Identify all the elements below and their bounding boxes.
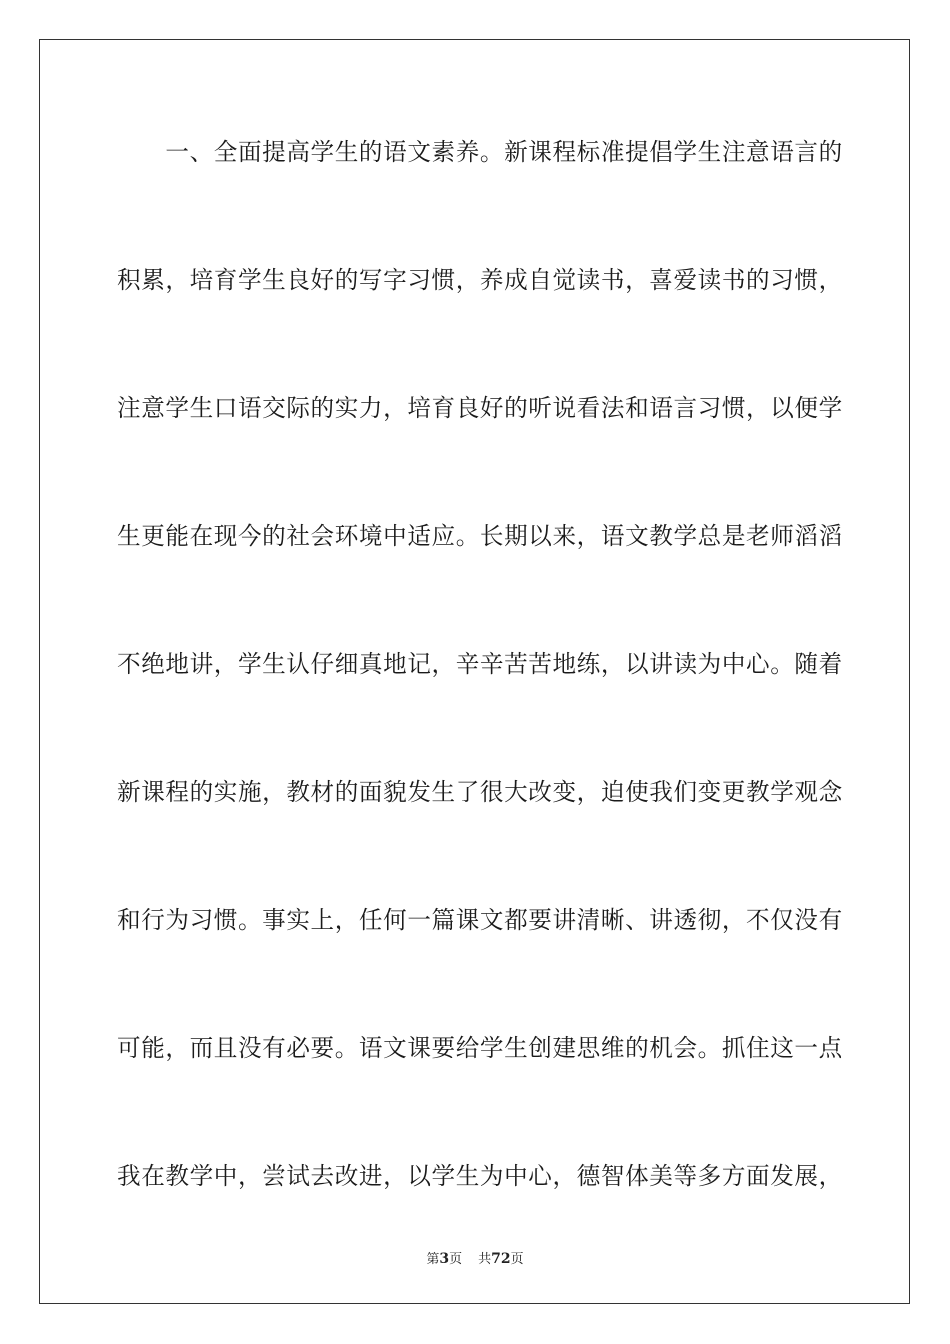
total-pages-indicator — [478, 1252, 524, 1267]
total-suffix: 页 — [510, 1252, 524, 1267]
page-prefix: 第 — [426, 1252, 440, 1267]
paragraph-line: 新课程的实施，教材的面貌发生了很大改变，迫使我们变更教学观念 — [117, 778, 843, 806]
paragraph-line: 我在教学中，尝试去改进，以学生为中心，德智体美等多方面发展， — [117, 1162, 843, 1190]
total-prefix: 共 — [478, 1252, 492, 1267]
page-footer — [0, 1248, 950, 1267]
paragraph-line: 注意学生口语交际的实力，培育良好的听说看法和语言习惯，以便学 — [117, 394, 843, 422]
page-indicator — [426, 1252, 462, 1267]
document-body — [117, 130, 843, 1282]
paragraph-line: 可能，而且没有必要。语文课要给学生创建思维的机会。抓住这一点 — [117, 1034, 843, 1062]
page-suffix: 页 — [449, 1252, 463, 1267]
paragraph-line: 积累，培育学生良好的写字习惯，养成自觉读书，喜爱读书的习惯， — [117, 266, 843, 294]
paragraph-line: 一、全面提高学生的语文素养。新课程标准提倡学生注意语言的 — [117, 138, 843, 166]
paragraph-line: 生更能在现今的社会环境中适应。长期以来，语文教学总是老师滔滔 — [117, 522, 843, 550]
page-number: 3 — [439, 1251, 450, 1267]
paragraph-line: 和行为习惯。事实上，任何一篇课文都要讲清晰、讲透彻，不仅没有 — [117, 906, 843, 934]
paragraph-line: 不绝地讲，学生认仔细真地记，辛辛苦苦地练，以讲读为中心。随着 — [117, 650, 843, 678]
total-page-count: 72 — [491, 1251, 511, 1267]
